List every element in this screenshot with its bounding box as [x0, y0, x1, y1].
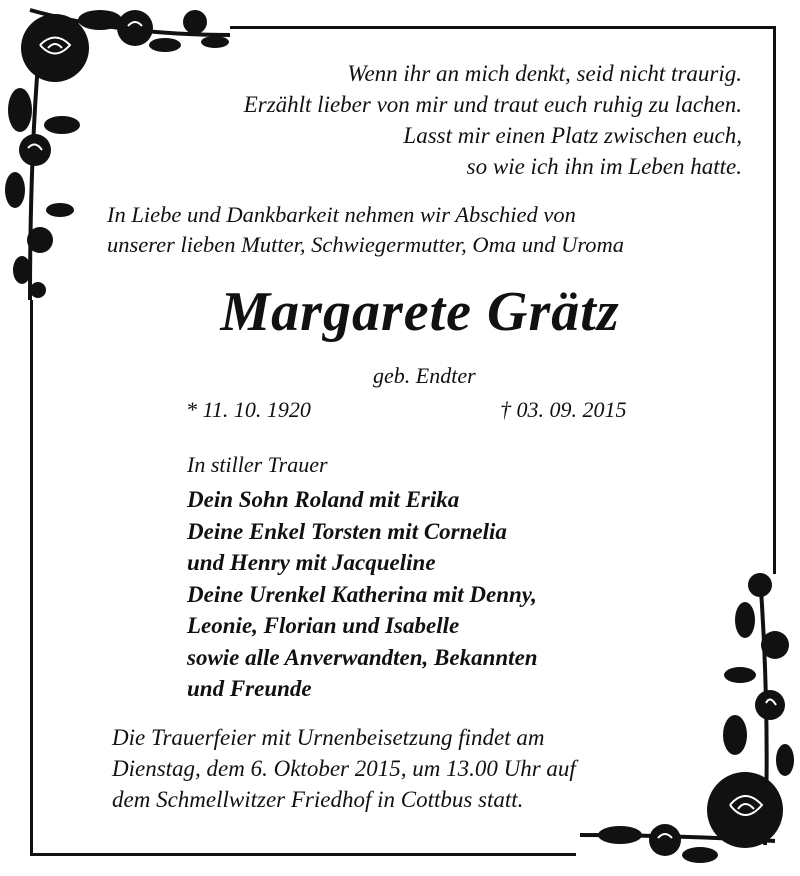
- farewell-intro: [107, 200, 757, 260]
- mourner-line: Dein Sohn Roland mit Erika: [187, 487, 460, 512]
- intro-line: In Liebe und Dankbarkeit nehmen wir Abschied von: [107, 202, 576, 227]
- intro-line: unserer lieben Mutter, Schwiegermutter, Oma und Uroma: [107, 232, 625, 257]
- mourner-line: Deine Urenkel Katherina mit Denny,: [187, 581, 537, 607]
- mourner-line: Deine Enkel Torsten mit Cornelia: [187, 518, 507, 544]
- mourner-line: und Freunde: [187, 676, 312, 701]
- poem-line: so wie ich ihn im Leben hatte.: [466, 154, 742, 179]
- frame-border-left: [30, 300, 33, 856]
- mourner-line: sowie alle Anverwandten, Bekannten: [187, 644, 538, 670]
- death-date: † 03. 09. 2015: [500, 397, 627, 422]
- mourner-line: und Henry mit Jacqueline: [187, 550, 436, 575]
- funeral-line: Dienstag, dem 6. Oktober 2015, um 13.00 Uhr auf: [112, 756, 576, 781]
- birth-date: * 11. 10. 1920: [186, 397, 311, 422]
- frame-border-top: [230, 26, 776, 29]
- funeral-details: [112, 722, 576, 815]
- funeral-line: Die Trauerfeier mit Urnenbeisetzung findet am: [112, 725, 545, 750]
- deceased-name: Margarete Grätz: [220, 281, 620, 343]
- mourning-label: In stiller Trauer: [187, 452, 328, 477]
- poem: [122, 58, 742, 182]
- frame-border-bottom: [30, 853, 576, 856]
- poem-line: Wenn ihr an mich denkt, seid nicht traurig.: [347, 61, 742, 86]
- mourners-list: [187, 484, 538, 705]
- birth-name: geb. Endter: [373, 363, 476, 388]
- funeral-line: dem Schmellwitzer Friedhof in Cottbus statt.: [112, 787, 524, 812]
- poem-line: Lasst mir einen Platz zwischen euch,: [403, 123, 742, 148]
- mourner-line: Leonie, Florian und Isabelle: [187, 613, 460, 638]
- poem-line: Erzählt lieber von mir und traut euch ruhig zu lachen.: [243, 92, 742, 117]
- rose-corner-bottom-right-icon: [570, 565, 800, 876]
